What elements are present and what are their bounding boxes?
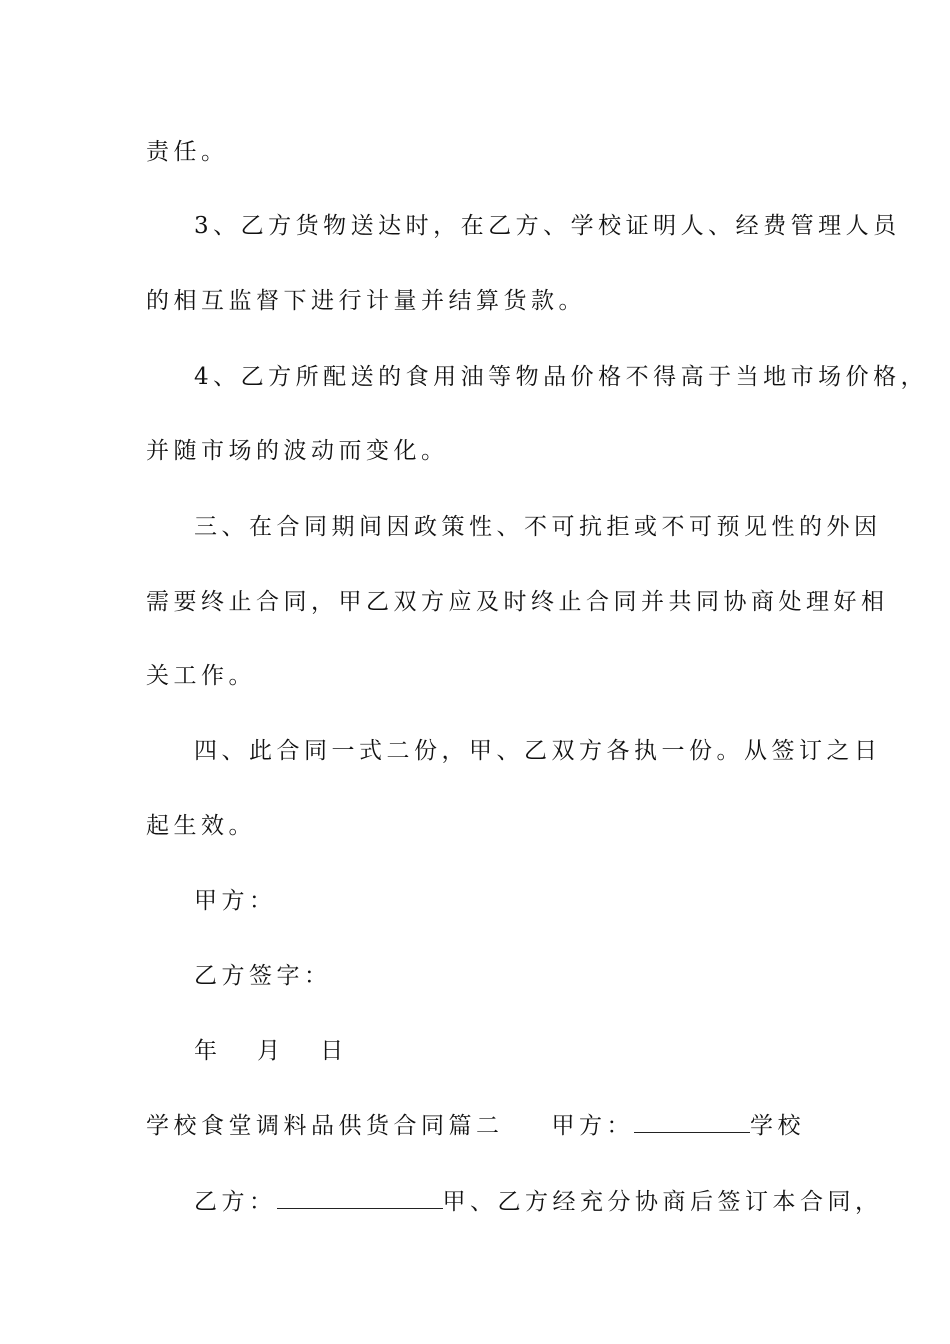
party-a-suffix: 学校 xyxy=(750,1113,805,1139)
paragraph-line: 需要终止合同，甲乙双方应及时终止合同并共同协商处理好相 xyxy=(146,589,889,615)
paragraph-line: 的相互监督下进行计量并结算货款。 xyxy=(146,288,586,314)
contract-title: 学校食堂调料品供货合同篇二 xyxy=(146,1113,504,1139)
signature-date: 年 月 日 xyxy=(194,1038,348,1064)
signature-party-b: 乙方签字： xyxy=(194,963,332,989)
paragraph-line: 责任。 xyxy=(146,139,229,165)
party-b-blank xyxy=(277,1186,443,1209)
paragraph-line: 并随市场的波动而变化。 xyxy=(146,438,449,464)
contract-heading-row xyxy=(146,1110,805,1141)
signature-party-a: 甲方： xyxy=(194,888,277,914)
paragraph-line: 三、在合同期间因政策性、不可抗拒或不可预见性的外因 xyxy=(194,514,882,540)
paragraph-line: 起生效。 xyxy=(146,813,256,839)
party-b-row xyxy=(194,1186,883,1217)
party-a-blank xyxy=(634,1110,750,1133)
party-b-suffix: 甲、乙方经充分协商后签订本合同， xyxy=(442,1189,883,1215)
paragraph-line: 关工作。 xyxy=(146,663,256,689)
party-a-label: 甲方： xyxy=(551,1113,634,1139)
paragraph-line: 3、乙方货物送达时，在乙方、学校证明人、经费管理人员 xyxy=(194,213,901,239)
party-b-label: 乙方： xyxy=(194,1189,277,1215)
paragraph-line: 四、此合同一式二份，甲、乙双方各执一份。从签订之日 xyxy=(194,738,882,764)
paragraph-line: 4、乙方所配送的食用油等物品价格不得高于当地市场价格， xyxy=(194,364,929,390)
